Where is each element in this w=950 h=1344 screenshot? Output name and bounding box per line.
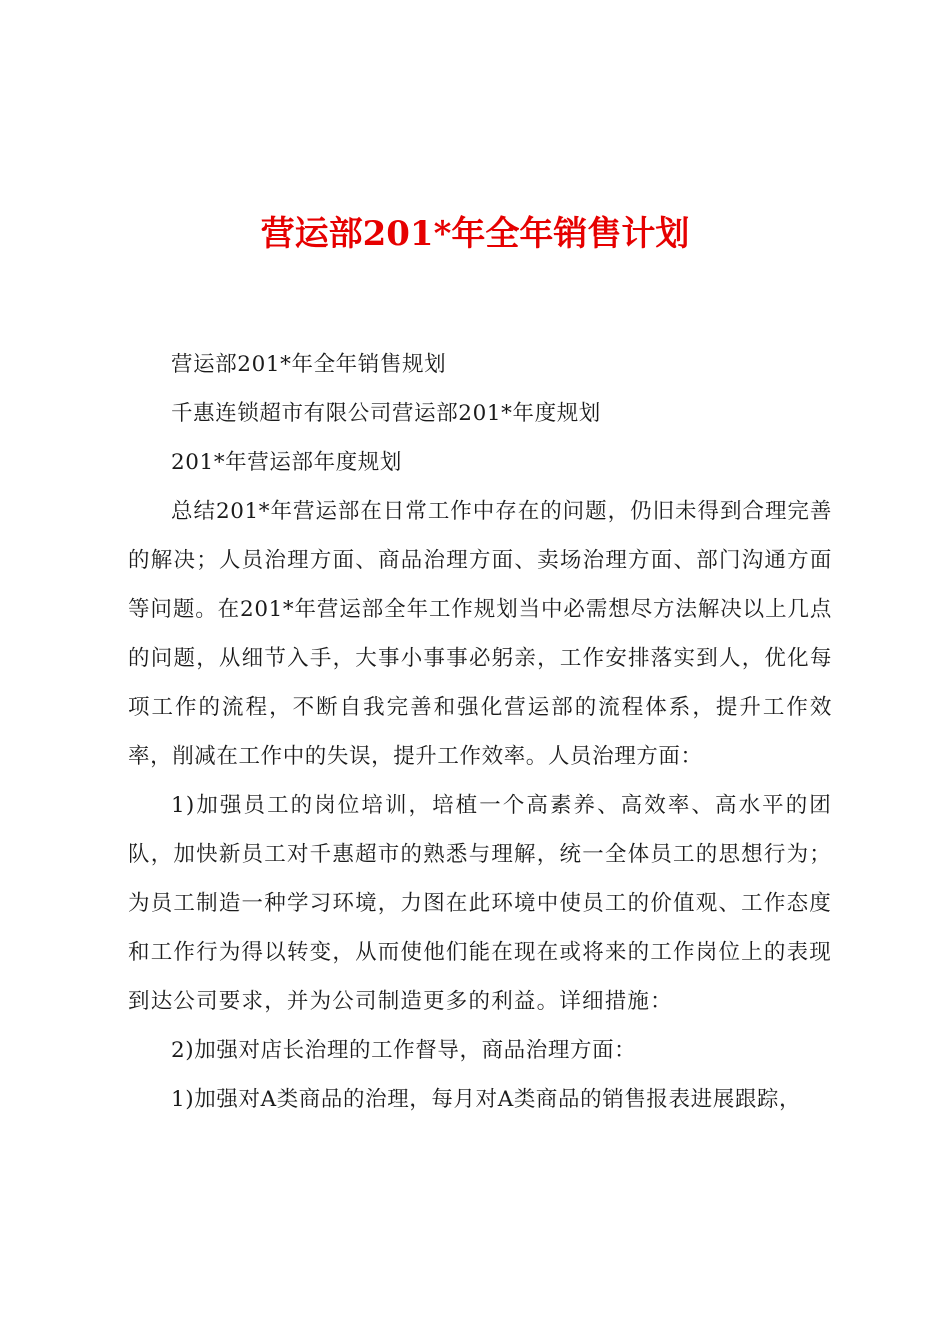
paragraph: 营运部201*年全年销售规划	[171, 352, 447, 377]
paragraph: 2)加强对店长治理的工作督导，商品治理方面：	[171, 1038, 637, 1063]
document-title: 营运部201*年全年销售计划	[260, 214, 690, 254]
document-body	[128, 340, 832, 1124]
paragraph: 千惠连锁超市有限公司营运部201*年度规划	[171, 401, 601, 426]
paragraph: 1)加强对A类商品的治理，每月对A类商品的销售报表进展跟踪，	[171, 1087, 802, 1112]
paragraph: 201*年营运部年度规划	[171, 450, 402, 475]
paragraph: 总结201*年营运部在日常工作中存在的问题，仍旧未得到合理完善的解决；人员治理方面、商品治理方面、卖场治理方面、部门沟通方面等问题。在201*年营运部全年工作规划当中必需想尽方法解决以上几点的问题，从细节入手，大事小事事必躬亲，工作安排落实到人，优化每项工作的流程，不断自我完善和强化营运部的流程体系，提升工作效率，削减在工作中的失误，提升工作效率。人员治理方面：	[128, 499, 832, 769]
paragraph: 1)加强员工的岗位培训，培植一个高素养、高效率、高水平的团队，加快新员工对千惠超市的熟悉与理解，统一全体员工的思想行为；为员工制造一种学习环境，力图在此环境中使员工的价值观、工作态度和工作行为得以转变，从而使他们能在现在或将来的工作岗位上的表现到达公司要求，并为公司制造更多的利益。详细措施：	[128, 793, 832, 1014]
